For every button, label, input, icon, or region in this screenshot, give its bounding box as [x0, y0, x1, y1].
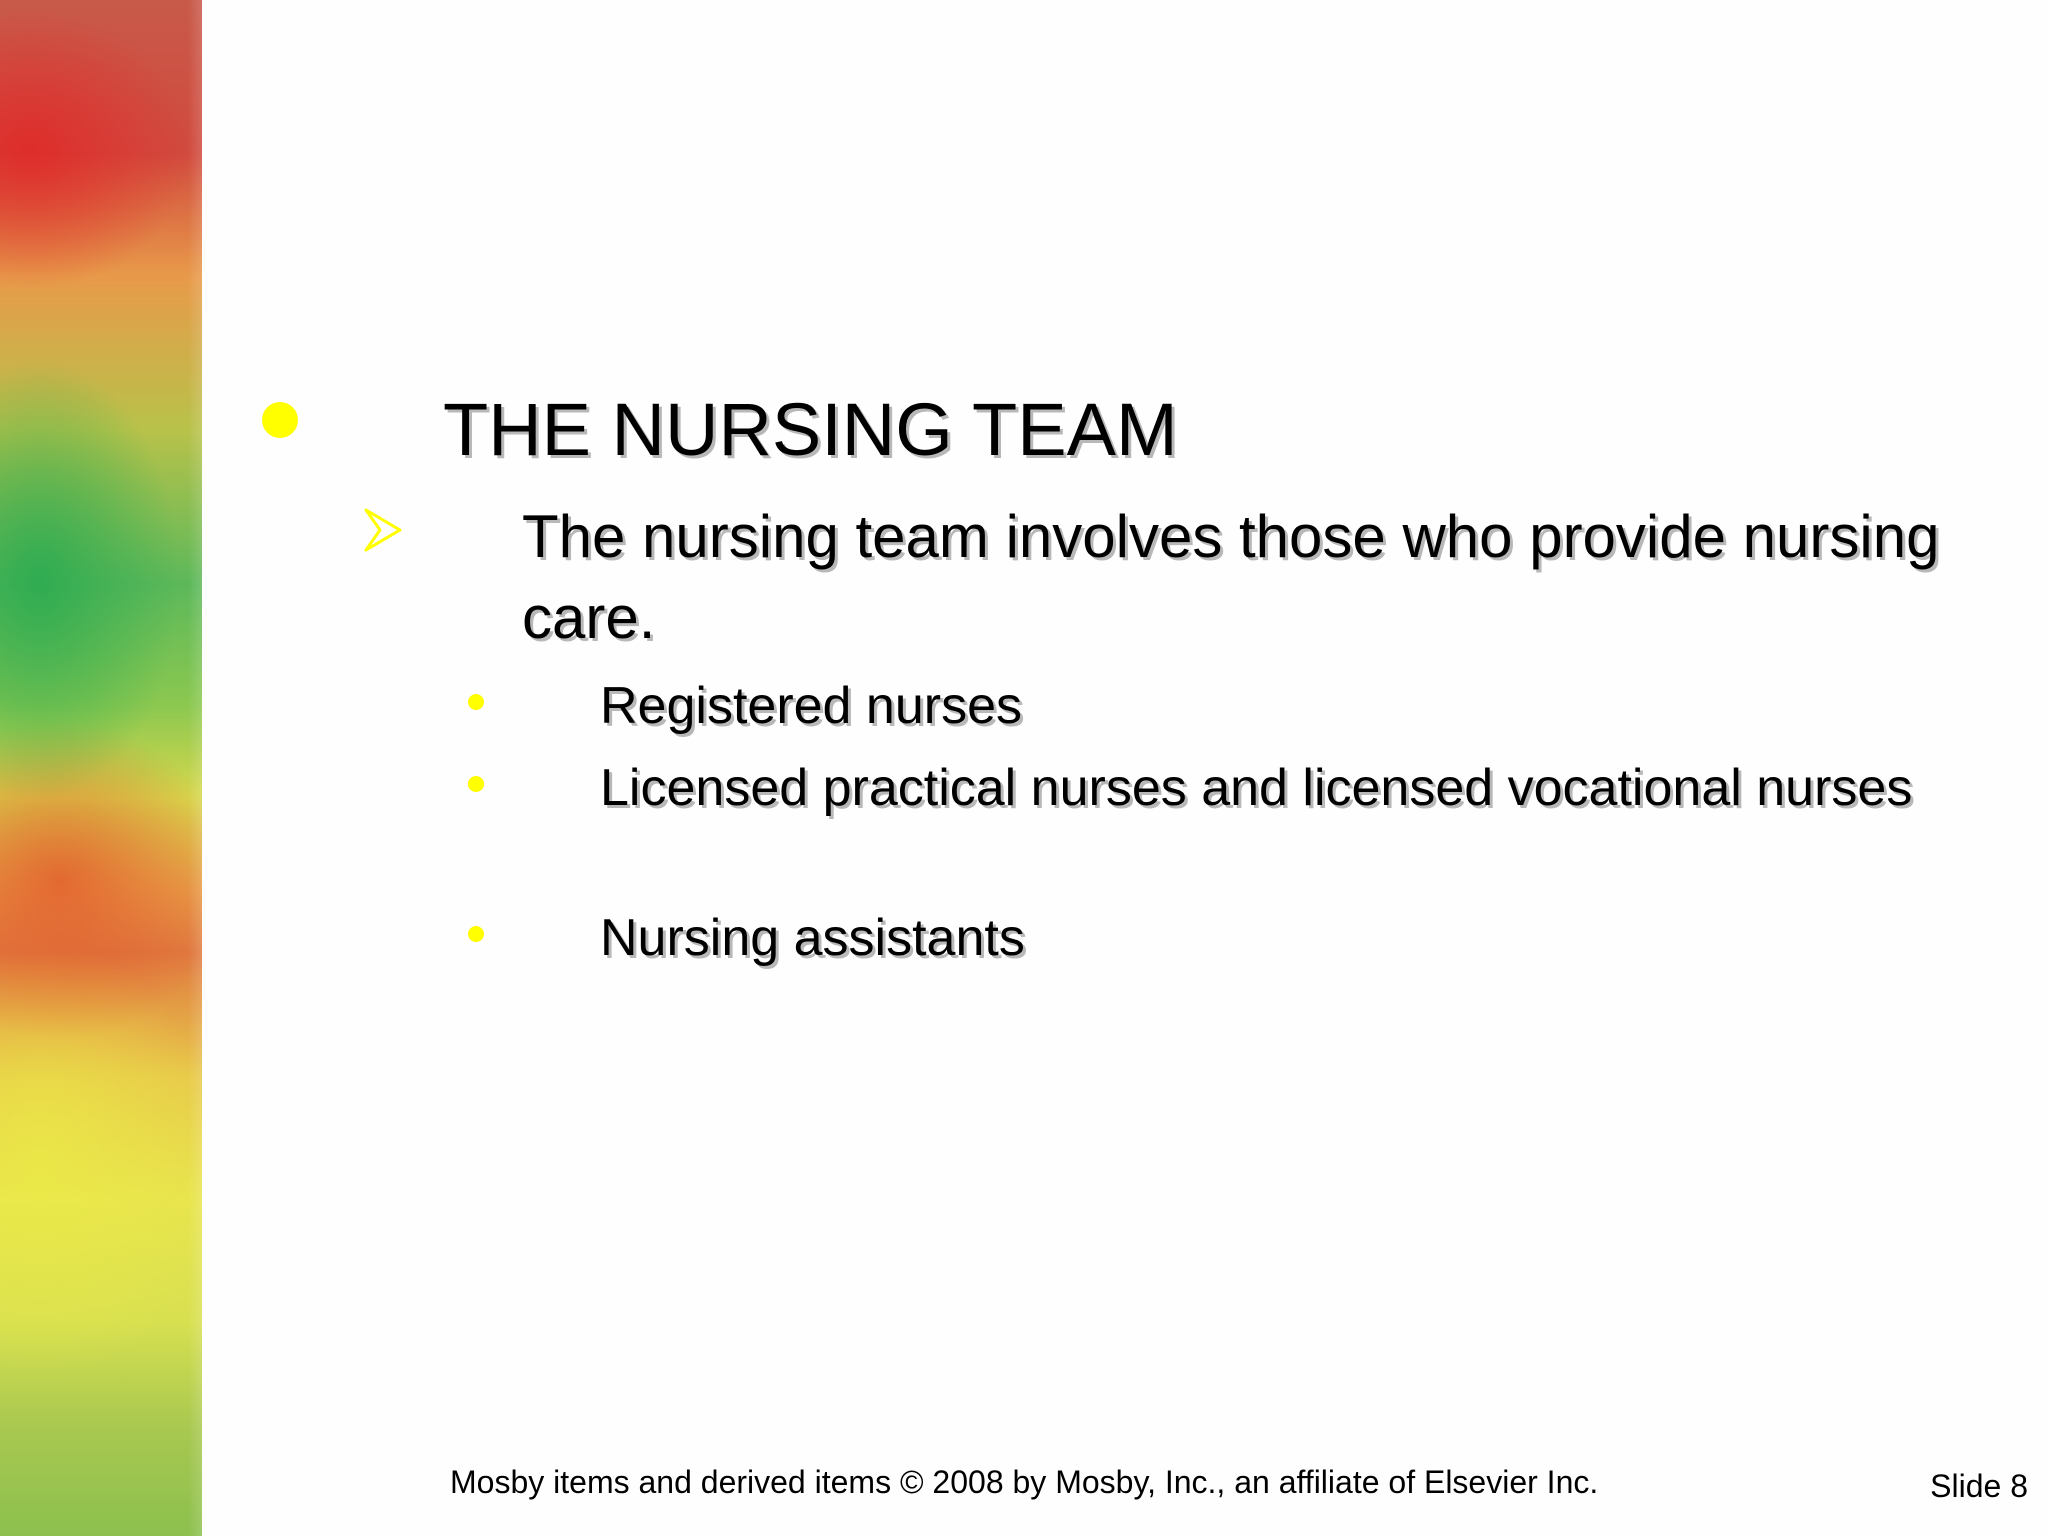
filled-circle-icon	[262, 402, 298, 438]
list-item: Nursing assistants	[600, 909, 1025, 967]
slide-heading: THE NURSING TEAM	[443, 388, 1178, 471]
list-item: Licensed practical nurses and licensed vocational nurses	[600, 759, 1913, 817]
subpoint-text: The nursing team involves those who provide nursing care.	[522, 503, 1940, 651]
small-dot-icon	[468, 926, 484, 942]
list-item: Registered nurses	[600, 677, 1022, 735]
small-dot-icon	[468, 694, 484, 710]
decorative-side-band	[0, 0, 202, 1536]
footer-copyright: Mosby items and derived items © 2008 by Mosby, Inc., an affiliate of Elsevier Inc.	[450, 1464, 1599, 1500]
slide-number: Slide 8	[1930, 1468, 2028, 1504]
arrowhead-icon	[364, 508, 402, 552]
small-dot-icon	[468, 776, 484, 792]
